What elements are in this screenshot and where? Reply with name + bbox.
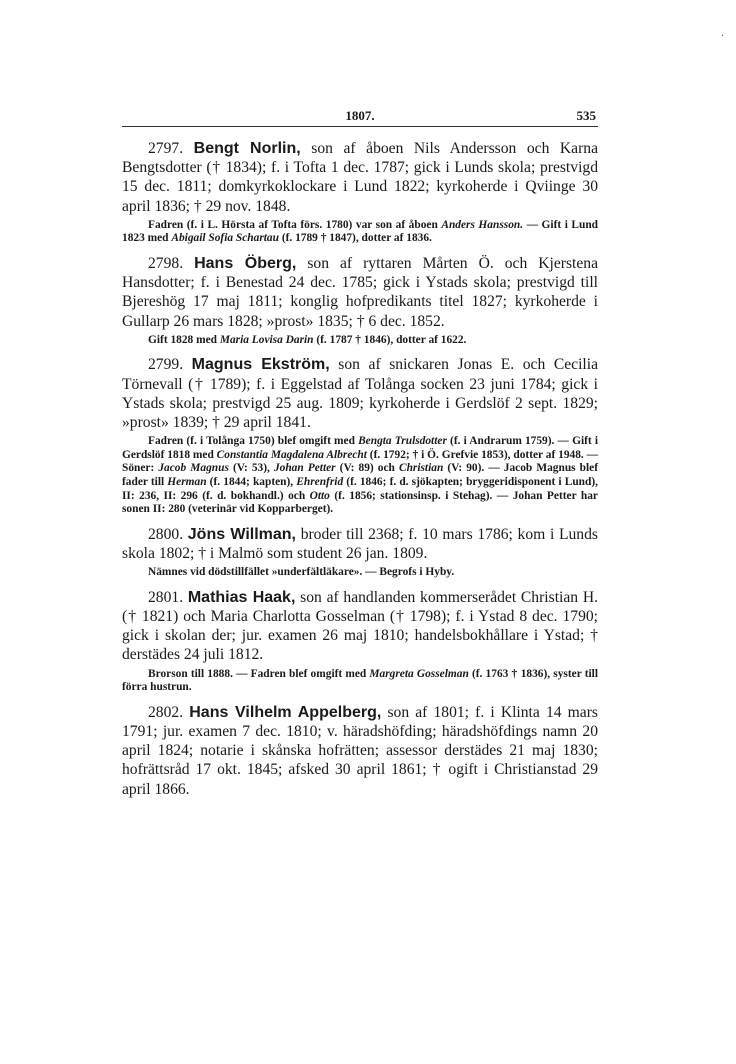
biography-entry bbox=[122, 525, 598, 580]
person-name: Bengt Norlin, bbox=[193, 140, 301, 157]
note-name: Jacob Magnus bbox=[158, 462, 229, 475]
person-name: Mathias Haak, bbox=[187, 588, 296, 606]
note-segment: (V: 90). — Jacob Magnus blef fader till bbox=[122, 462, 599, 488]
note-name: Maria Lovisa Darin bbox=[219, 333, 314, 346]
note-name: Constantia Magdalena Albrecht bbox=[216, 448, 367, 461]
biography-entry bbox=[122, 254, 598, 347]
person-name: Jöns Willman, bbox=[187, 525, 296, 543]
note-segment: (f. 1763 † 1836), syster till förra hustrun. bbox=[122, 667, 598, 694]
entry-body: broder till 2368; f. 10 mars 1786; kom i Lunds skola 1802; † i Malmö som student 26 jan. 1809. bbox=[122, 525, 598, 562]
corner-mark: · bbox=[721, 31, 725, 42]
entry-note bbox=[122, 219, 598, 246]
note-segment: (f. 1844; kapten), bbox=[206, 476, 297, 488]
note-segment: (f. 1856; stationsinsp. i Stehag). — Johan Petter har sonen II: 280 (veterinär vid Kopparberget). bbox=[122, 489, 598, 516]
note-name: Christian bbox=[398, 462, 444, 475]
person-name: Hans Vilhelm Appelberg, bbox=[189, 703, 382, 721]
note-name: Margreta Gosselman bbox=[369, 667, 469, 680]
note-segment: — Gift i Lund 1823 med bbox=[122, 218, 599, 245]
page-number: 535 bbox=[576, 108, 596, 123]
entry-note bbox=[122, 668, 598, 695]
entry-number: 2797. bbox=[148, 140, 184, 157]
note-name: Herman bbox=[167, 476, 207, 488]
entry-number: 2799. bbox=[148, 356, 184, 374]
entry-body: son af handlanden kommerserådet Christian H. († 1821) och Maria Charlotta Gosselman († 1798); f. i Ystad 8 dec. 1790; gick i skolan der; jur. examen 26 maj 1810; handelsbokhållare i Ystad; † derstädes 24 juli 1812. bbox=[122, 588, 598, 664]
note-name: Bengta Trulsdotter bbox=[358, 435, 447, 448]
biography-entry bbox=[122, 355, 598, 516]
note-segment: (f. 1792; † i Ö. Grefvie 1853), dotter af 1948. — Söner: bbox=[122, 448, 599, 475]
note-segment: Nämnes vid dödstillfället »underfältläkare». — Begrofs i Hyby. bbox=[148, 566, 455, 579]
entry-number: 2798. bbox=[148, 255, 184, 272]
note-segment: (V: 89) och bbox=[335, 462, 399, 475]
note-name: Abigail Sofia Schartau bbox=[171, 232, 279, 245]
note-name: Johan Petter bbox=[273, 462, 336, 475]
note-segment: (V: 53), bbox=[228, 462, 274, 475]
biography-entry bbox=[122, 703, 598, 799]
entry-note bbox=[122, 334, 598, 348]
note-name: Otto bbox=[309, 489, 330, 502]
entry-number: 2800. bbox=[148, 525, 184, 543]
page-content bbox=[122, 106, 598, 799]
note-segment: Fadren (f. i L. Hörsta af Tofta förs. 1780) var son af åboen bbox=[148, 218, 442, 231]
entry-text bbox=[122, 139, 598, 216]
person-name: Magnus Ekström, bbox=[191, 356, 330, 374]
note-name: Ehrenfrid bbox=[296, 476, 344, 488]
note-segment: (f. 1789 † 1847), dotter af 1836. bbox=[278, 232, 432, 245]
entry-note bbox=[122, 566, 598, 580]
person-name: Hans Öberg, bbox=[194, 255, 297, 272]
note-segment: (f. i Andrarum 1759). — Gift i Gerdslöf 1818 med bbox=[122, 435, 599, 461]
biography-entry bbox=[122, 139, 598, 246]
entry-text bbox=[122, 355, 598, 432]
entry-text bbox=[122, 525, 598, 563]
running-head-year: 1807. bbox=[345, 108, 375, 123]
note-segment: (f. 1787 † 1846), dotter af 1622. bbox=[313, 333, 467, 346]
entry-list bbox=[122, 139, 598, 799]
entry-text bbox=[122, 254, 598, 331]
entry-number: 2801. bbox=[148, 588, 184, 606]
note-segment: Brorson till 1888. — Fadren blef omgift med bbox=[148, 667, 370, 680]
entry-body: son af ryttaren Mårten Ö. och Kjerstena Hansdotter; f. i Benestad 24 dec. 1785; gick i Ystads skola; prestvigd till Bjereshög 17 maj 1811; konglig hofpredikants titel 1827; kyrkoherde i Gullarp 26 mars 1828; »prost» 1835; † 6 dec. 1852. bbox=[122, 255, 598, 330]
entry-number: 2802. bbox=[148, 703, 184, 721]
biography-entry bbox=[122, 588, 598, 695]
entry-text bbox=[122, 703, 598, 799]
entry-text bbox=[122, 588, 598, 665]
page-header bbox=[122, 106, 598, 127]
note-segment: (f. 1846; f. d. sjökapten; bryggeridisponent i Lund), II: 236, II: 296 (f. d. bokhandl.) och bbox=[122, 476, 598, 502]
entry-note bbox=[122, 435, 598, 517]
entry-body: son af 1801; f. i Klinta 14 mars 1791; jur. examen 7 dec. 1810; v. häradshöfding; häradshöfdings namn 20 april 1824; notarie i skånska hofrätten; assessor derstädes 21 maj 1830; hofrättsråd 17 okt. 1845; afsked 30 april 1861; † ogift i Christianstad 29 april 1866. bbox=[122, 703, 598, 798]
note-name: Anders Hansson. bbox=[441, 218, 524, 231]
note-segment: Gift 1828 med bbox=[148, 333, 220, 346]
note-segment: Fadren (f. i Tolånga 1750) blef omgift med bbox=[148, 435, 359, 448]
entry-body: son af åboen Nils Andersson och Karna Bengtsdotter († 1834); f. i Tofta 1 dec. 1787; gick i Lunds skola; prestvigd 15 dec. 1811; domkyrkoklockare i Lund 1822; kyrkoherde i Qviinge 30 april 1836; † 29 nov. 1848. bbox=[122, 140, 598, 215]
entry-body: son af snickaren Jonas E. och Cecilia Törnevall († 1789); f. i Eggelstad af Tolånga socken 23 juni 1784; gick i Ystads skola; prestvigd 25 aug. 1809; kyrkoherde i Gerdslöf 2 sept. 1829; »prost» 1839; † 29 april 1841. bbox=[122, 356, 599, 432]
